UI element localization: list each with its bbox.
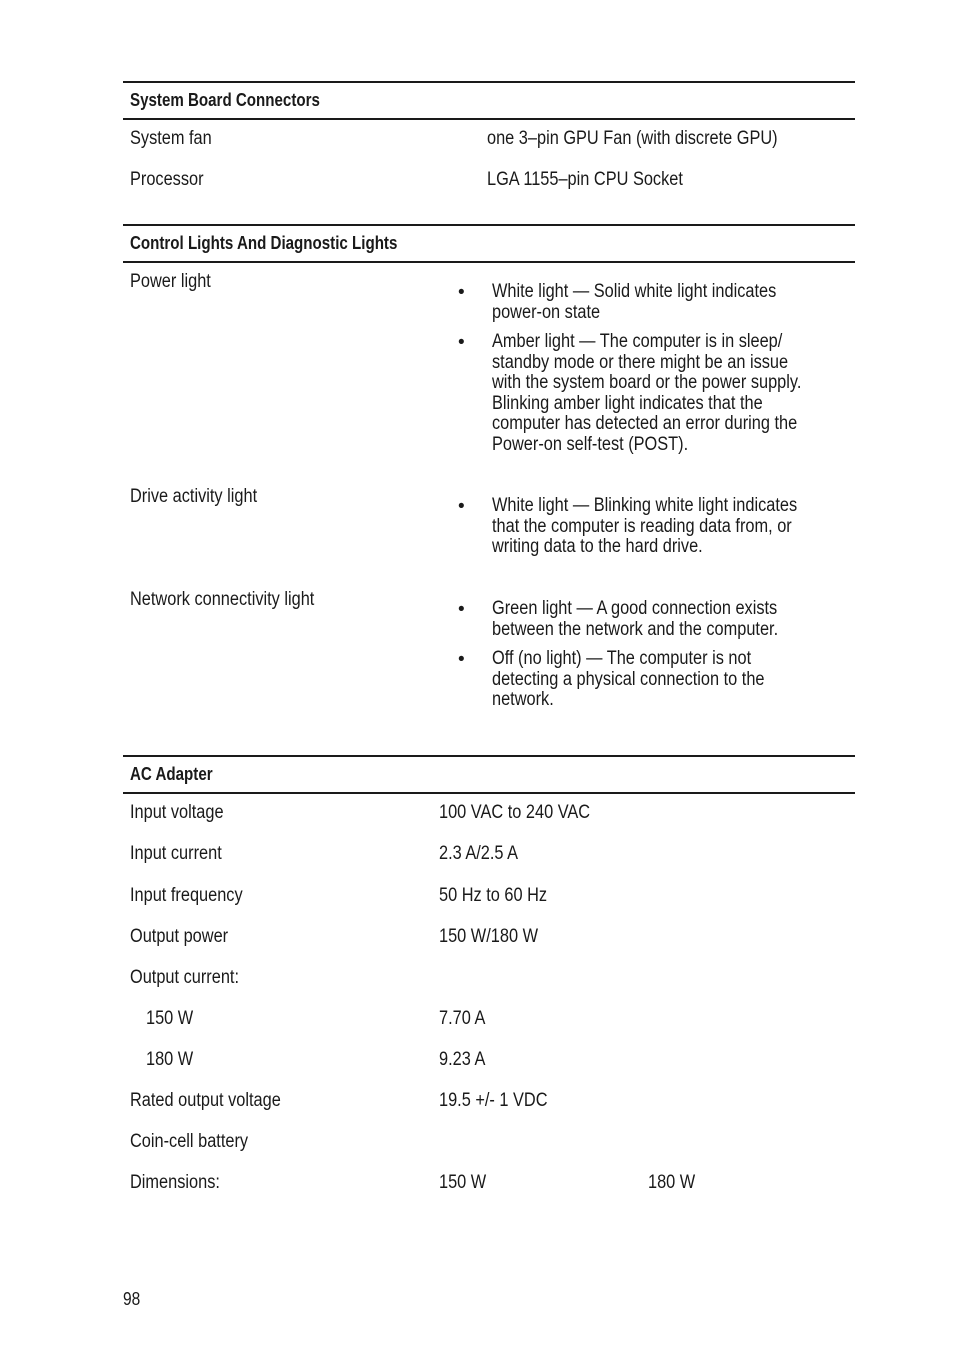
bullet-glyph: • (458, 496, 465, 517)
row-value-dimensions-180w: 180 W (648, 1172, 696, 1193)
section-title-lights: Control Lights And Diagnostic Lights (130, 233, 398, 253)
section-rule-top (123, 755, 855, 757)
bullet-line: that the computer is reading data from, or (492, 515, 792, 537)
bullet-line: detecting a physical connection to the (492, 668, 765, 690)
page-number: 98 (123, 1289, 141, 1309)
bullet-text-amber-light (492, 332, 853, 455)
row-label-network-light: Network connectivity light (130, 589, 315, 610)
row-label-rated-output-voltage: Rated output voltage (130, 1090, 281, 1111)
row-label-input-voltage: Input voltage (130, 802, 224, 823)
bullet-text-green-light (492, 599, 853, 640)
row-label-output-current-180w: 180 W (146, 1049, 194, 1070)
bullet-line: computer has detected an error during the (492, 413, 798, 434)
section-title-ac-adapter: AC Adapter (130, 764, 213, 784)
section-rule-top (123, 224, 855, 226)
section-rule-bottom (123, 118, 855, 120)
row-value-processor: LGA 1155–pin CPU Socket (487, 169, 683, 190)
bullet-line: Blinking amber light indicates that the (492, 392, 763, 414)
row-value-rated-output-voltage: 19.5 +/- 1 VDC (439, 1090, 548, 1111)
row-value-output-current-180w: 9.23 A (439, 1049, 486, 1070)
bullet-line: White light — Blinking white light indicates (492, 495, 798, 516)
row-label-coin-cell-battery: Coin-cell battery (130, 1131, 249, 1152)
bullet-glyph: • (458, 649, 465, 670)
bullet-line: standby mode or there might be an issue (492, 351, 789, 373)
row-label-output-current-150w: 150 W (146, 1008, 194, 1029)
bullet-line: with the system board or the power supply. (492, 372, 802, 393)
row-value-dimensions-150w: 150 W (439, 1172, 487, 1193)
bullet-line: power-on state (492, 301, 601, 323)
bullet-line: between the network and the computer. (492, 618, 779, 640)
section-rule-bottom (123, 792, 855, 794)
bullet-text-drive-light (492, 496, 853, 558)
bullet-glyph: • (458, 599, 465, 620)
bullet-line: White light — Solid white light indicates (492, 281, 777, 302)
bullet-line: Power-on self-test (POST). (492, 433, 689, 455)
row-value-output-current-150w: 7.70 A (439, 1008, 486, 1029)
row-label-dimensions: Dimensions: (130, 1172, 220, 1193)
row-label-output-current: Output current: (130, 967, 239, 988)
row-value-system-fan: one 3–pin GPU Fan (with discrete GPU) (487, 128, 778, 149)
row-value-input-frequency: 50 Hz to 60 Hz (439, 885, 548, 906)
row-value-output-power: 150 W/180 W (439, 926, 538, 947)
section-title-system-board: System Board Connectors (130, 90, 320, 110)
row-value-input-voltage: 100 VAC to 240 VAC (439, 802, 591, 823)
bullet-glyph: • (458, 332, 465, 353)
bullet-line: Off (no light) — The computer is not (492, 648, 752, 669)
row-label-output-power: Output power (130, 926, 229, 947)
row-label-input-current: Input current (130, 843, 222, 864)
section-rule-top (123, 81, 855, 83)
row-label-input-frequency: Input frequency (130, 885, 243, 906)
bullet-text-white-light (492, 282, 853, 323)
row-label-power-light: Power light (130, 271, 211, 292)
bullet-line: network. (492, 689, 554, 710)
bullet-line: writing data to the hard drive. (492, 536, 703, 557)
section-rule-bottom (123, 261, 855, 263)
bullet-line: Amber light — The computer is in sleep/ (492, 331, 783, 352)
bullet-text-off-light (492, 649, 853, 711)
row-label-processor: Processor (130, 169, 204, 190)
bullet-glyph: • (458, 282, 465, 303)
bullet-line: Green light — A good connection exists (492, 598, 778, 619)
row-value-input-current: 2.3 A/2.5 A (439, 843, 519, 864)
row-label-drive-light: Drive activity light (130, 486, 258, 507)
row-label-system-fan: System fan (130, 128, 212, 149)
